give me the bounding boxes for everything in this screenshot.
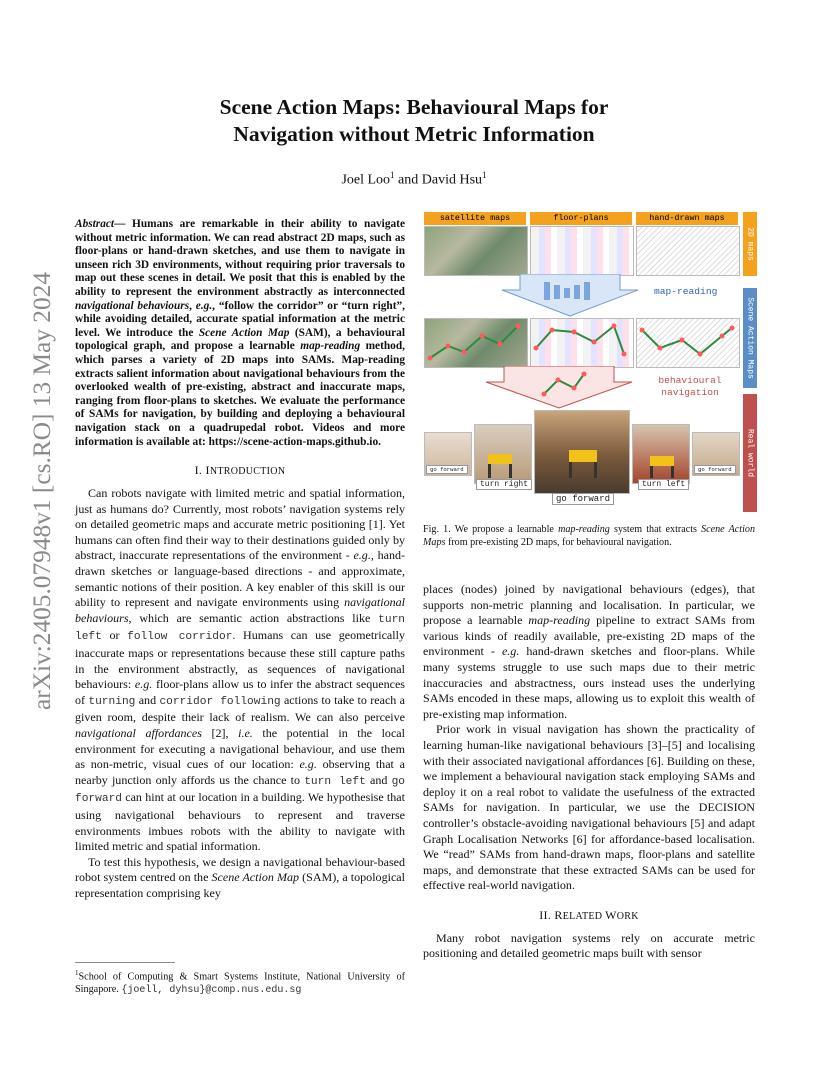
- satellite-map-image: [424, 226, 528, 276]
- behavioural-label-line-1: behavioural: [658, 375, 722, 386]
- abstract-emph: e.g.: [195, 299, 213, 312]
- caption-text: system that extracts: [609, 524, 702, 535]
- footnote: [75, 967, 405, 997]
- section-first: W: [605, 907, 617, 922]
- body-code: corridor following: [159, 695, 281, 708]
- arxiv-id: arXiv:2405.07948v1 [cs.RO] 13 May 2024: [29, 278, 56, 710]
- body-text: floor-plans allow us to infer the abstract sequences of: [75, 677, 405, 707]
- body-text: observing that a nearby junction only affords us the chance to: [75, 757, 405, 787]
- footnote-rule: [75, 962, 175, 963]
- side-bar-sam-label: Scene Action Maps: [745, 297, 755, 379]
- right-paragraph-3: Many robot navigation systems rely on accurate metric positioning and detailed geometric maps built with sensor: [423, 930, 755, 961]
- label-hand-drawn-maps: hand-drawn maps: [636, 212, 738, 225]
- paper-title: [110, 94, 718, 148]
- arxiv-stamp-svg: [6, 270, 70, 710]
- hand-drawn-map-image: [636, 226, 740, 276]
- body-text: and: [365, 772, 392, 787]
- section-first: I: [205, 463, 210, 478]
- section-num: II.: [539, 907, 555, 922]
- author-1: Joel Loo: [341, 172, 391, 188]
- footnote-mark: 1: [75, 969, 79, 977]
- footnote-email: {joell, dyhsu}@comp.nus.edu.sg: [121, 984, 302, 996]
- right-paragraph-1: [423, 582, 755, 722]
- caption-text: We propose a learnable: [450, 524, 559, 535]
- section-first: R: [554, 907, 563, 922]
- behavioural-navigation-label: [652, 375, 728, 399]
- section-rest: ORK: [616, 910, 639, 922]
- body-text: , which are semantic action abstractions like: [128, 610, 379, 625]
- body-text: [2],: [201, 726, 239, 740]
- body-emph: e.g.: [299, 757, 317, 772]
- side-bar-real-label: Real world: [745, 428, 755, 478]
- section-heading-intro: [75, 463, 405, 478]
- body-text: . Humans can use geometrically inaccurate maps or representations because these still capture paths in the environment abstractly, as sequences of navigational behaviours:: [75, 628, 405, 692]
- body-text: the potential in the local environment for executing a navigational behaviour, and use them as non-metric, visual cues of our location:: [75, 726, 405, 772]
- body-emph: map-reading: [528, 613, 591, 628]
- abstract-dash: —: [114, 218, 133, 230]
- body-text: (SAM), a topological representation comprising key: [75, 870, 405, 900]
- body-text: and: [135, 692, 160, 707]
- authors: [110, 170, 718, 189]
- footnote-text: School of Computing & Smart Systems Institute, National University of Singapore.: [75, 971, 405, 995]
- section-rest: ELATED: [562, 910, 606, 922]
- body-emph: e.g.: [501, 644, 520, 659]
- abstract-text: (SAM), a behavioural topological graph, and propose a learnable: [75, 326, 406, 353]
- abstract-emph: map-reading: [300, 340, 361, 353]
- abstract-text: method, which parses a variety of 2D maps into SAMs. Map-reading extracts salient information about navigational behaviours from the overlooked wealth of pre-existing, abstract and inaccurate maps, ranging from floor-plans to sketches. We evaluate the performance of SAMs for navigation, by building and deploying a behavioural navigation stack on a quadrupedal robot. Videos and more information is available at: https://scene-action-maps.github.io.: [75, 340, 405, 448]
- body-text: places (nodes) joined by navigational behaviours (edges), that supports non-metric planning and localisation. In particular, we propose a learnable: [423, 582, 755, 628]
- body-code: turn left: [304, 775, 366, 788]
- body-emph: navigational behaviours: [75, 595, 405, 625]
- body-text: can hint at our location in a building. We hypothesise that using navigational behaviours to represent and traverse environments imbues robots with the ability to navigate with limited metric and spatial information.: [75, 790, 405, 854]
- body-text: To test this hypothesis, we design a navigational behaviour-based robot system centred on the: [75, 854, 405, 885]
- body-text: or: [101, 628, 128, 643]
- abstract-text: Humans are remarkable in their ability to navigate without metric information. We can read abstract 2D maps, such as floor-plans or hand-drawn sketches, and use them to navigate in unseen rich 3D environments, without requiring prior traversals to map out these scenes in detail. We posit that this is enabled by the ability to represent the environment abstractly as interconnected: [75, 218, 405, 298]
- body-text: actions to take to reach a given room, despite their lack of realism. We can also perceive: [75, 692, 405, 725]
- side-bar-real-world: [743, 394, 757, 512]
- body-emph: navigational affordances: [75, 726, 202, 740]
- arxiv-stamp: [6, 270, 70, 710]
- title-line-1: Scene Action Maps: Behavioural Maps for: [219, 95, 609, 119]
- sam-graphs-overlay: [424, 318, 740, 366]
- author-1-affil: 1: [390, 170, 395, 180]
- section-heading-related-work: [423, 908, 755, 923]
- caption-text: from pre-existing 2D maps, for behavioural navigation.: [445, 536, 672, 548]
- author-2: David Hsu: [421, 172, 483, 188]
- behavioural-label-line-2: navigation: [661, 387, 719, 398]
- label-floor-plans: floor-plans: [530, 212, 632, 225]
- caption-emph: Scene Action Maps: [423, 524, 755, 548]
- right-paragraph-2: Prior work in visual navigation has shown the practicality of learning human-like navigational behaviours [3]–[5] and localising with their associated navigational affordances [6]. Building on these, we implement a behavioural navigation stack employing SAMs and deploy it on a real robot to validate the usefulness of the extracted SAMs for navigation. In particular, we use the DECISION controller’s obstacle-avoiding navigational behaviours [5] and adapt Graph Localisation Networks [6] for affordance-based localisation. We “read” SAMs from hand-drawn maps, floor-plans and satellite maps, and demonstrate that these extracted SAMs can be used for effective real-world navigation.: [423, 722, 755, 893]
- body-emph: e.g.: [353, 548, 371, 563]
- tag-go-forward: go forward: [552, 493, 614, 505]
- figure-caption: [423, 524, 755, 549]
- abstract-text: ,: [189, 299, 196, 312]
- body-text: Can robots navigate with limited metric and spatial information, just as humans do? Currently, most robots’ navigation systems rely on detailed geometric maps and accurate metric positioning [1]. Yet humans can often find their way to their destinations guided only by abstract, inaccurate representations of the environment -: [75, 486, 405, 563]
- caption-label: Fig. 1.: [423, 524, 451, 535]
- body-code: turn left: [75, 613, 405, 644]
- body-code: go forward: [75, 775, 405, 806]
- tag-turn-left: turn left: [638, 479, 689, 490]
- side-bar-2d-maps: [743, 212, 757, 276]
- label-satellite-maps: satellite maps: [424, 212, 526, 225]
- right-column: [423, 582, 755, 962]
- body-text: pipeline to extract SAMs from various kinds of readily available, pre-existing 2D maps of the environment -: [423, 613, 755, 659]
- abstract-lead: Abstract: [75, 218, 115, 230]
- body-emph: Scene Action Map: [211, 870, 300, 885]
- body-code: turning: [88, 695, 136, 708]
- floor-plan-image: [530, 226, 634, 276]
- body-code: follow corridor: [127, 631, 233, 644]
- robot-illustrations: [474, 446, 688, 482]
- tag-turn-right: turn right: [476, 479, 532, 490]
- tag-go-forward-left: go forward: [426, 465, 468, 474]
- section-num: I.: [194, 463, 206, 478]
- caption-emph: map-reading: [558, 524, 610, 535]
- side-bar-scene-action-maps: [743, 288, 757, 388]
- body-emph: e.g.: [134, 677, 153, 692]
- body-emph: i.e.: [238, 726, 253, 740]
- map-reading-label: map-reading: [654, 286, 718, 297]
- section-rest: NTRODUCTION: [209, 466, 286, 478]
- author-2-affil: 1: [482, 170, 487, 180]
- body-text: hand-drawn sketches and floor-plans. While many systems struggle to use such maps due to their metric inaccuracies and abstractness, ours instead uses the underlying SAMs encoded in these maps, allowing us to exploit this wealth of pre-existing map information.: [423, 644, 755, 721]
- abstract-emph: navigational behaviours: [75, 299, 190, 312]
- side-bar-2d-label: 2D maps: [745, 227, 755, 261]
- abstract-emph: Scene Action Map: [198, 326, 290, 339]
- intro-paragraph-1: [75, 486, 405, 855]
- author-sep: and: [394, 172, 422, 188]
- abstract-text: , “follow the corridor” or “turn right”, while avoiding detailed, accurate spatial information at the metric level. We introduce the: [75, 299, 405, 339]
- title-line-2: Navigation without Metric Information: [233, 122, 595, 146]
- body-text: , hand-drawn sketches or language-based directions - and approximate, semantic notions of their position. A key enabler of this skill is our ability to represent and navigate environments using: [75, 548, 406, 610]
- abstract: [75, 218, 405, 449]
- left-column: [75, 218, 405, 902]
- tag-go-forward-right: go forward: [694, 465, 736, 474]
- intro-paragraph-2: [75, 855, 405, 902]
